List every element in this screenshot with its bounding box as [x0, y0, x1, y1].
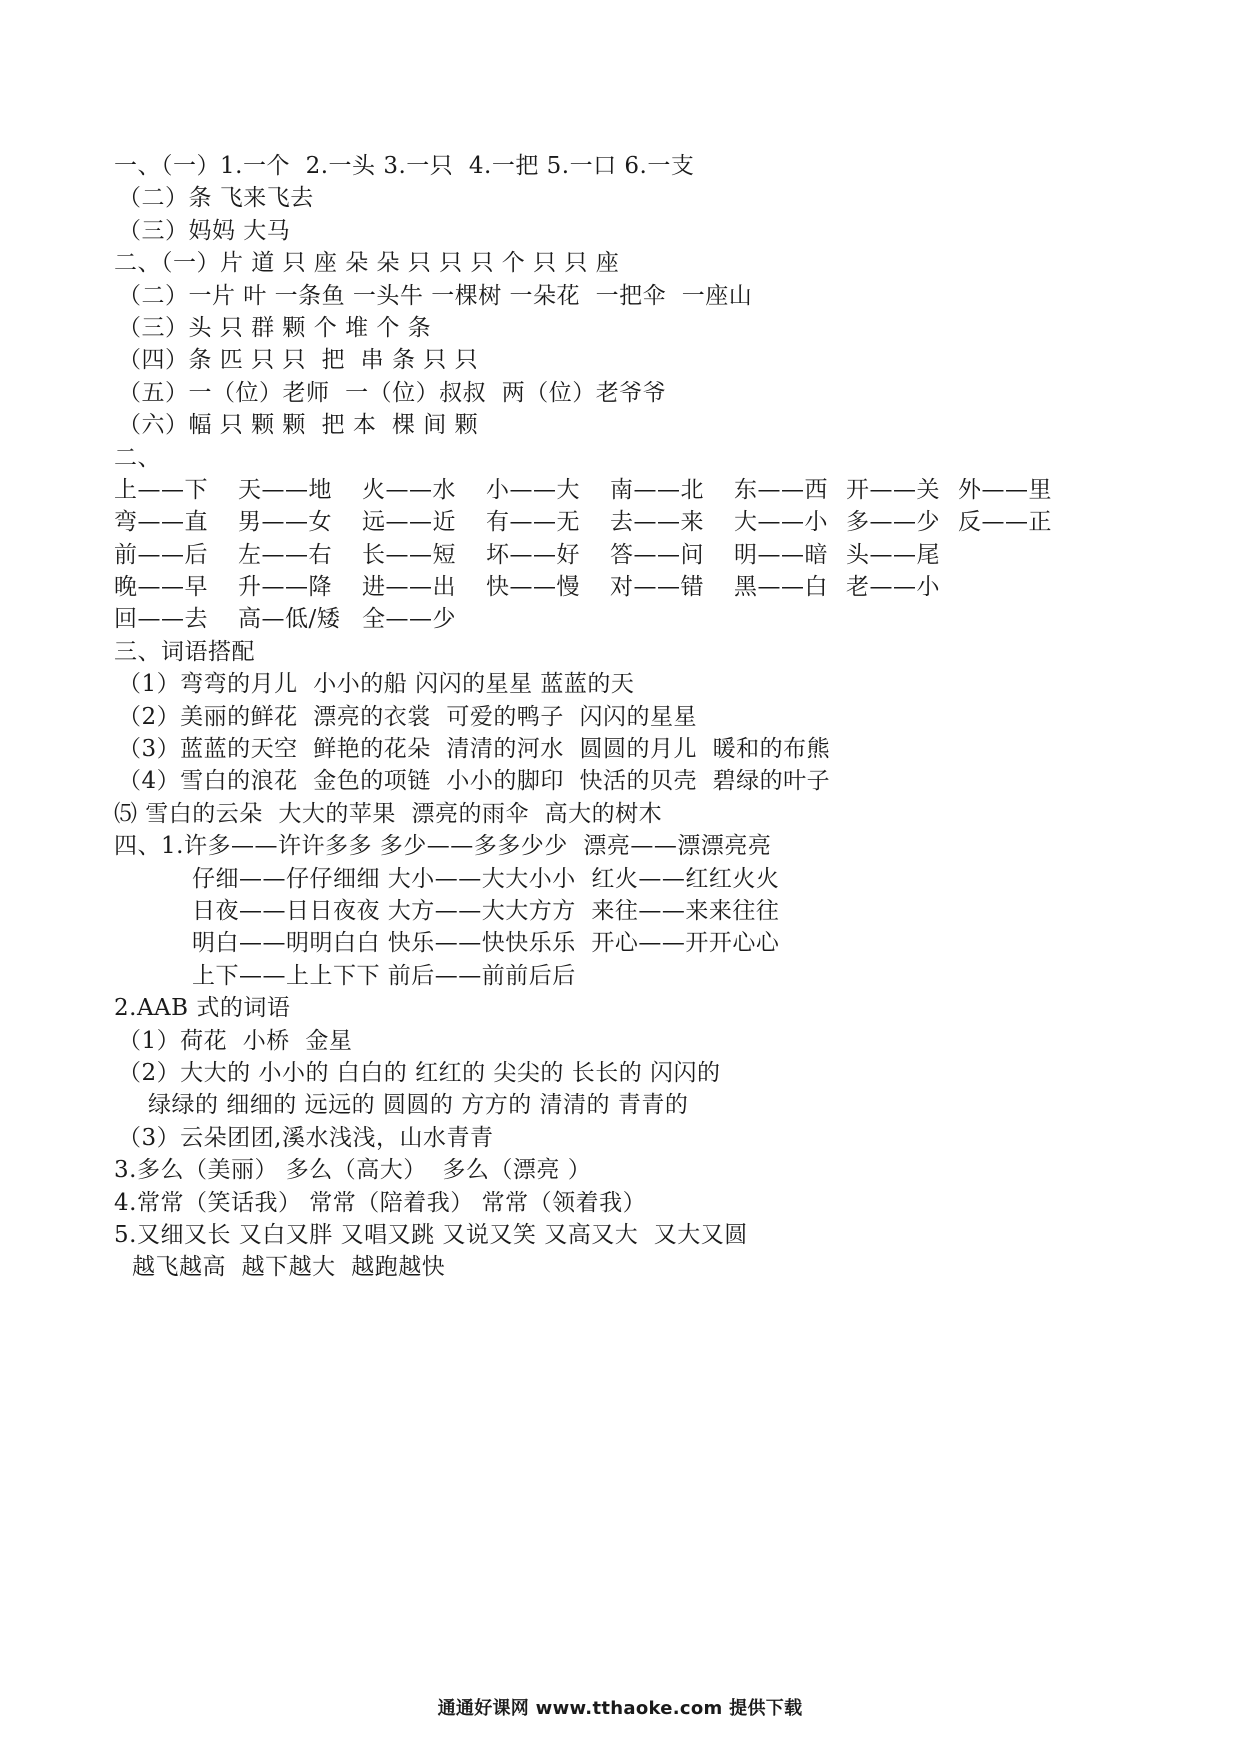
antonym-pair: 前——后 — [114, 541, 208, 568]
antonym-pair: 坏——好 — [486, 541, 580, 568]
antonym-pair: 弯——直 — [114, 509, 208, 536]
s3-heading: 二、 — [114, 444, 161, 471]
s2-line-2: （二）一片 叶 一条鱼 一头牛 一棵树 一朵花 一把伞 一座山 — [118, 282, 753, 309]
antonym-pair: 小——大 — [486, 476, 580, 503]
antonym-pair: 答——问 — [610, 541, 704, 568]
s2-line-5: （五）一（位）老师 一（位）叔叔 两（位）老爷爷 — [118, 379, 667, 406]
antonym-pair: 头——尾 — [846, 541, 940, 568]
antonym-pair: 开——关 — [846, 476, 940, 503]
antonym-pair: 进——出 — [362, 574, 456, 601]
s5-line-8: （2）大大的 小小的 白白的 红红的 尖尖的 长长的 闪闪的 — [118, 1059, 721, 1086]
antonym-pair: 反——正 — [958, 509, 1052, 536]
s4-line-3: （3）蓝蓝的天空 鲜艳的花朵 清清的河水 圆圆的月儿 暖和的布熊 — [118, 736, 831, 763]
antonym-pair: 东——西 — [734, 476, 828, 503]
antonym-pair: 长——短 — [362, 541, 456, 568]
s5-line-2: 仔细——仔仔细细 大小——大大小小 红火——红红火火 — [192, 865, 780, 892]
antonym-pair: 对——错 — [610, 574, 704, 601]
s1-line-2: （二）条 飞来飞去 — [118, 185, 314, 212]
antonym-pair: 外——里 — [958, 476, 1052, 503]
antonym-pair: 上——下 — [114, 476, 208, 503]
s4-heading: 三、词语搭配 — [114, 638, 255, 665]
s5-line-6: 2.AAB 式的词语 — [114, 995, 291, 1022]
s2-line-1: 二、（一）片 道 只 座 朵 朵 只 只 只 个 只 只 座 — [114, 250, 620, 277]
antonym-row-5 — [114, 603, 1154, 635]
antonym-pair: 明——暗 — [734, 541, 828, 568]
antonym-pair: 左——右 — [238, 541, 332, 568]
s5-line-5: 上下——上上下下 前后——前前后后 — [192, 962, 576, 989]
s5-line-13: 5.又细又长 又白又胖 又唱又跳 又说又笑 又高又大 又大又圆 — [114, 1221, 748, 1248]
s5-line-9: 绿绿的 细细的 远远的 圆圆的 方方的 清清的 青青的 — [148, 1092, 689, 1119]
s2-line-4: （四）条 匹 只 只 把 串 条 只 只 — [118, 347, 479, 374]
s2-line-3: （三）头 只 群 颗 个 堆 个 条 — [118, 314, 432, 341]
s4-line-5: ⑸ 雪白的云朵 大大的苹果 漂亮的雨伞 高大的树木 — [114, 800, 663, 827]
antonym-row-2 — [114, 506, 1154, 538]
antonym-pair: 高—低/矮 — [238, 606, 341, 633]
s4-line-4: （4）雪白的浪花 金色的项链 小小的脚印 快活的贝壳 碧绿的叶子 — [118, 768, 831, 795]
antonym-pair: 老——小 — [846, 574, 940, 601]
antonym-row-1 — [114, 474, 1154, 506]
antonym-pair: 大——小 — [734, 509, 828, 536]
s5-line-12: 4.常常（笑话我） 常常（陪着我） 常常（领着我） — [114, 1189, 647, 1216]
antonym-pair: 全——少 — [362, 606, 456, 633]
s5-line-10: （3）云朵团团,溪水浅浅，山水青青 — [118, 1124, 494, 1151]
antonym-pair: 回——去 — [114, 606, 208, 633]
antonym-pair: 黑——白 — [734, 574, 828, 601]
footer-credit: 通通好课网 www.tthaoke.com 提供下载 — [437, 1698, 803, 1719]
antonym-pair: 远——近 — [362, 509, 456, 536]
answer-key-content — [114, 150, 1154, 1284]
antonym-pair: 火——水 — [362, 476, 456, 503]
antonym-pair: 多——少 — [846, 509, 940, 536]
antonym-pair: 去——来 — [610, 509, 704, 536]
s1-line-1: 一、（一）1.一个 2.一头 3.一只 4.一把 5.一口 6.一支 — [114, 153, 695, 179]
s1-line-3: （三）妈妈 大马 — [118, 217, 291, 244]
s5-line-14: 越飞越高 越下越大 越跑越快 — [132, 1254, 446, 1281]
antonym-pair: 有——无 — [486, 509, 580, 536]
antonym-pair: 男——女 — [238, 509, 332, 536]
antonym-pair: 晚——早 — [114, 574, 208, 601]
s5-line-1: 四、1.许多——许许多多 多少——多多少少 漂亮——漂漂亮亮 — [114, 833, 772, 860]
s2-line-6: （六）幅 只 颗 颗 把 本 棵 间 颗 — [118, 412, 479, 439]
s4-line-2: （2）美丽的鲜花 漂亮的衣裳 可爱的鸭子 闪闪的星星 — [118, 703, 697, 730]
s5-line-11: 3.多么（美丽） 多么（高大） 多么（漂亮 ） — [114, 1157, 592, 1184]
antonym-row-3 — [114, 539, 1154, 571]
antonym-pair: 快——慢 — [486, 574, 580, 601]
s5-line-4: 明白——明明白白 快乐——快快乐乐 开心——开开心心 — [192, 930, 780, 957]
antonym-pair: 升——降 — [238, 574, 332, 601]
antonym-row-4 — [114, 571, 1154, 603]
s4-line-1: （1）弯弯的月儿 小小的船 闪闪的星星 蓝蓝的天 — [118, 671, 635, 698]
s5-line-3: 日夜——日日夜夜 大方——大大方方 来往——来来往往 — [192, 897, 780, 924]
antonym-pair: 南——北 — [610, 476, 704, 503]
antonym-pair: 天——地 — [238, 476, 332, 503]
s5-line-7: （1）荷花 小桥 金星 — [118, 1027, 353, 1054]
